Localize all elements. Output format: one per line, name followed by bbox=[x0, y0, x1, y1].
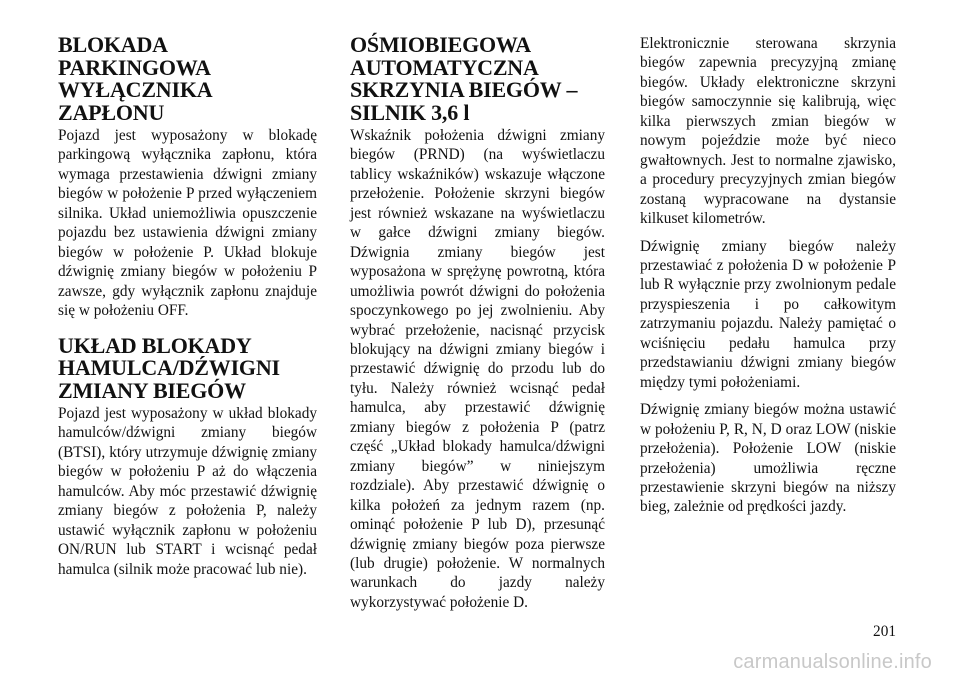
column-right bbox=[640, 34, 896, 517]
paragraph-shifting-d-to-p-r: Dźwignię zmiany biegów należy przestawiać z położenia D w położenie P lub R wyłącznie przy zwolnionym pedale przyspieszenia i po całkowitym zatrzymaniu pojazdu. Należy pamiętać o wciśnięciu pedału hamulca przy przedstawianiu dźwigni zmiany biegów między tymi położeniami. bbox=[640, 237, 896, 391]
paragraph-low-gear: Dźwignię zmiany biegów można ustawić w położeniu P, R, N, D oraz LOW (niskie przełożenia). Położenie LOW (niskie przełożenia) umożliwia ręczne przestawienie skrzyni biegów na niższy bieg, zależnie od prędkości jazdy. bbox=[640, 401, 896, 516]
paragraph-parking-interlock: Pojazd jest wyposażony w blokadę parkingową wyłącznika zapłonu, która wymaga przestawienia dźwigni zmiany biegów w położenie P przed wyłączeniem silnika. Układ uniemożliwia opuszczenie pojazdu bez ustawienia dźwigni zmiany biegów w położenie P. Układ blokuje dźwignię zmiany biegów w położeniu P zawsze, gdy wyłącznik zapłonu znajduje się w położeniu OFF. bbox=[58, 127, 317, 320]
paragraph-electronic-control: Elektronicznie sterowana skrzynia biegów zapewnia precyzyjną zmianę biegów. Układy elektroniczne skrzyni biegów samoczynnie się kalibrują, więc kilka pierwszych zmian biegów w nowym pojeździe może być nieco gwałtownych. Jest to normalne zjawisko, a procedury precyzyjnych zmian biegów zostaną wypracowane na dystansie kilkuset kilometrów. bbox=[640, 35, 896, 228]
column-left bbox=[58, 34, 317, 579]
heading-brake-shift-interlock: UKŁAD BLOKADY HAMULCA/DŹWIGNI ZMIANY BIEGÓW bbox=[58, 332, 280, 403]
column-middle bbox=[350, 34, 605, 612]
paragraph-eight-speed-transmission: Wskaźnik położenia dźwigni zmiany biegów (PRND) (na wyświetlaczu tablicy wskaźników) wskazuje włączone przełożenie. Położenie skrzyni biegów jest również wskazane na wyświetlaczu w gałce dźwigni zmiany biegów. Dźwignia zmiany biegów jest wyposażona w sprężynę powrotną, która umożliwia powrót dźwigni do położenia spoczynkowego po jej zwolnieniu. Aby wybrać przełożenie, nacisnąć przycisk blokujący na dźwigni zmiany biegów i przestawić dźwignię do przodu lub do tyłu. Należy również wcisnąć pedał hamulca, aby przestawić dźwignię zmiany biegów z położenia P (patrz część „Układ blokady hamulca/dźwigni zmiany biegów” w niniejszym rozdziale). Aby przestawić dźwignię o kilka położeń za jednym razem (np. ominąć położenie P lub D), przesunąć dźwignię zmiany biegów poza pierwsze (lub drugie) położenie. W normalnych warunkach do jazdy należy wykorzystywać położenie D. bbox=[350, 127, 605, 611]
watermark: carmanualsonline.info bbox=[733, 651, 932, 673]
heading-parking-interlock: BLOKADA PARKINGOWA WYŁĄCZNIKA ZAPŁONU bbox=[58, 32, 212, 125]
paragraph-brake-shift-interlock: Pojazd jest wyposażony w układ blokady hamulców/dźwigni zmiany biegów (BTSI), który utrzymuje dźwignię zmiany biegów w położeniu P aż do włączenia hamulców. Aby móc przestawić dźwignię zmiany biegów z położenia P, należy ustawić wyłącznik zapłonu w położeniu ON/RUN lub START i wcisnąć pedał hamulca (silnik może pracować lub nie). bbox=[58, 405, 317, 578]
page-number: 201 bbox=[873, 623, 896, 640]
heading-eight-speed-transmission: OŚMIOBIEGOWA AUTOMATYCZNA SKRZYNIA BIEGÓW – SILNIK 3,6 l bbox=[350, 32, 578, 125]
